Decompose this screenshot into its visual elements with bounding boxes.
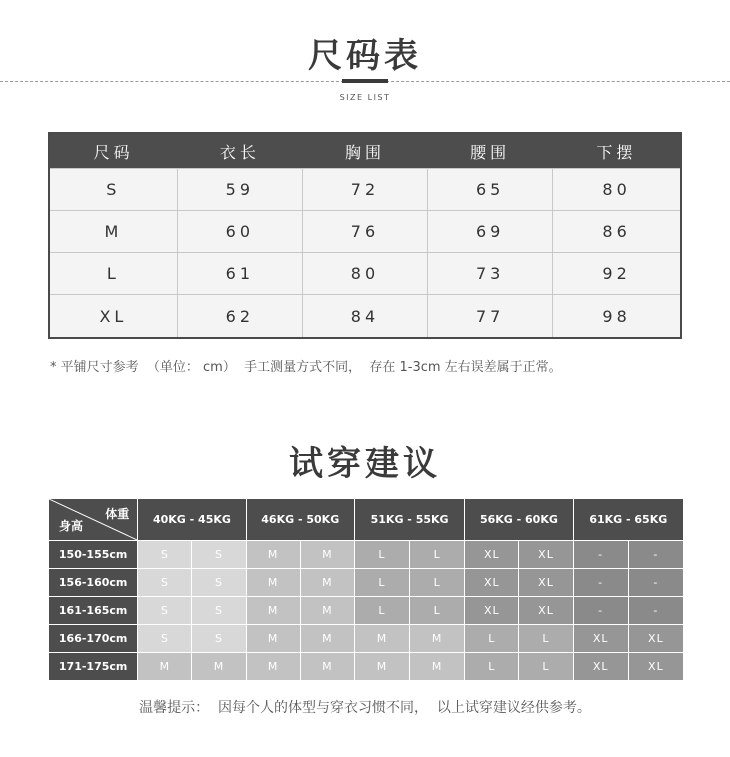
size-cell: L [49, 253, 177, 295]
recommended-size-cell: M [354, 653, 409, 681]
recommended-size-cell: - [573, 541, 628, 569]
recommended-size-cell: L [354, 597, 409, 625]
recommended-size-cell: M [300, 541, 354, 569]
recommended-size-cell: M [246, 625, 300, 653]
table-row [49, 253, 681, 295]
size-cell: M [49, 211, 177, 253]
recommended-size-cell: M [300, 569, 354, 597]
recommended-size-cell: XL [519, 569, 573, 597]
waist-cell: 77 [428, 295, 553, 338]
chest-cell: 72 [302, 169, 427, 211]
recommended-size-cell: XL [628, 653, 683, 681]
weight-header: 40KG - 45KG [138, 499, 246, 541]
recommended-size-cell: M [410, 625, 465, 653]
waist-cell: 73 [428, 253, 553, 295]
weight-header: 46KG - 50KG [246, 499, 354, 541]
recommended-size-cell: L [410, 541, 465, 569]
chest-cell: 76 [302, 211, 427, 253]
height-axis-label: 身高 [59, 519, 84, 533]
recommended-size-cell: XL [628, 625, 683, 653]
recommended-size-cell: XL [573, 625, 628, 653]
recommended-size-cell: XL [465, 569, 519, 597]
chest-cell: 84 [302, 295, 427, 338]
size-table [48, 132, 682, 339]
hem-cell: 80 [553, 169, 681, 211]
height-label: 171-175cm [49, 653, 138, 681]
recommended-size-cell: L [354, 541, 409, 569]
length-cell: 61 [177, 253, 302, 295]
recommended-size-cell: XL [465, 597, 519, 625]
recommended-size-cell: XL [519, 597, 573, 625]
length-cell: 60 [177, 211, 302, 253]
fit-advice-title: 试穿建议 [289, 444, 441, 484]
waist-cell: 69 [428, 211, 553, 253]
recommended-size-cell: S [138, 569, 192, 597]
recommended-size-cell: M [300, 597, 354, 625]
table-row [49, 295, 681, 338]
recommended-size-cell: - [628, 569, 683, 597]
height-label: 166-170cm [49, 625, 138, 653]
recommended-size-cell: M [410, 653, 465, 681]
recommended-size-cell: - [628, 597, 683, 625]
recommended-size-cell: XL [573, 653, 628, 681]
height-label: 150-155cm [49, 541, 138, 569]
fit-table-header [49, 499, 684, 541]
size-chart-subtitle: SIZE LIST [339, 93, 391, 102]
recommended-size-cell: M [246, 653, 300, 681]
waist-cell: 65 [428, 169, 553, 211]
size-cell: S [49, 169, 177, 211]
recommended-size-cell: - [628, 541, 683, 569]
corner-cell [49, 499, 138, 541]
recommended-size-cell: M [354, 625, 409, 653]
table-row [49, 625, 684, 653]
recommended-size-cell: S [138, 541, 192, 569]
table-row [49, 597, 684, 625]
hem-cell: 86 [553, 211, 681, 253]
recommended-size-cell: M [246, 541, 300, 569]
recommended-size-cell: XL [465, 541, 519, 569]
recommended-size-cell: - [573, 569, 628, 597]
recommended-size-cell: S [192, 541, 246, 569]
header-hem: 下摆 [553, 133, 681, 169]
recommended-size-cell: L [519, 625, 573, 653]
chest-cell: 80 [302, 253, 427, 295]
recommended-size-cell: L [519, 653, 573, 681]
table-row [49, 169, 681, 211]
table-row [49, 653, 684, 681]
table-row [49, 541, 684, 569]
height-label: 161-165cm [49, 597, 138, 625]
recommended-size-cell: M [246, 569, 300, 597]
weight-header: 61KG - 65KG [573, 499, 683, 541]
table-row [49, 569, 684, 597]
size-chart-title: 尺码表 [308, 36, 422, 76]
table-row [49, 211, 681, 253]
size-table-header [49, 133, 681, 169]
recommended-size-cell: S [138, 597, 192, 625]
recommended-size-cell: S [192, 625, 246, 653]
measurement-note: * 平铺尺寸参考 （单位： cm） 手工测量方式不同， 存在 1-3cm 左右误差属于正常。 [50, 360, 562, 375]
hem-cell: 98 [553, 295, 681, 338]
recommended-size-cell: S [192, 569, 246, 597]
recommended-size-cell: M [138, 653, 192, 681]
fit-advice-note: 温馨提示： 因每个人的体型与穿衣习惯不同， 以上试穿建议经供参考。 [139, 700, 591, 716]
header-size: 尺码 [49, 133, 177, 169]
recommended-size-cell: M [246, 597, 300, 625]
recommended-size-cell: L [465, 625, 519, 653]
height-label: 156-160cm [49, 569, 138, 597]
header-length: 衣长 [177, 133, 302, 169]
weight-header: 56KG - 60KG [465, 499, 573, 541]
recommended-size-cell: L [410, 569, 465, 597]
weight-axis-label: 体重 [105, 507, 130, 521]
length-cell: 62 [177, 295, 302, 338]
recommended-size-cell: M [300, 625, 354, 653]
fit-advice-table [48, 498, 684, 681]
weight-header: 51KG - 55KG [354, 499, 464, 541]
hem-cell: 92 [553, 253, 681, 295]
recommended-size-cell: - [573, 597, 628, 625]
header-waist: 腰围 [428, 133, 553, 169]
recommended-size-cell: L [465, 653, 519, 681]
recommended-size-cell: XL [519, 541, 573, 569]
recommended-size-cell: M [192, 653, 246, 681]
recommended-size-cell: L [410, 597, 465, 625]
size-cell: XL [49, 295, 177, 338]
recommended-size-cell: S [192, 597, 246, 625]
title-accent-bar [342, 79, 388, 83]
header-chest: 胸围 [302, 133, 427, 169]
recommended-size-cell: M [300, 653, 354, 681]
recommended-size-cell: L [354, 569, 409, 597]
length-cell: 59 [177, 169, 302, 211]
recommended-size-cell: S [138, 625, 192, 653]
